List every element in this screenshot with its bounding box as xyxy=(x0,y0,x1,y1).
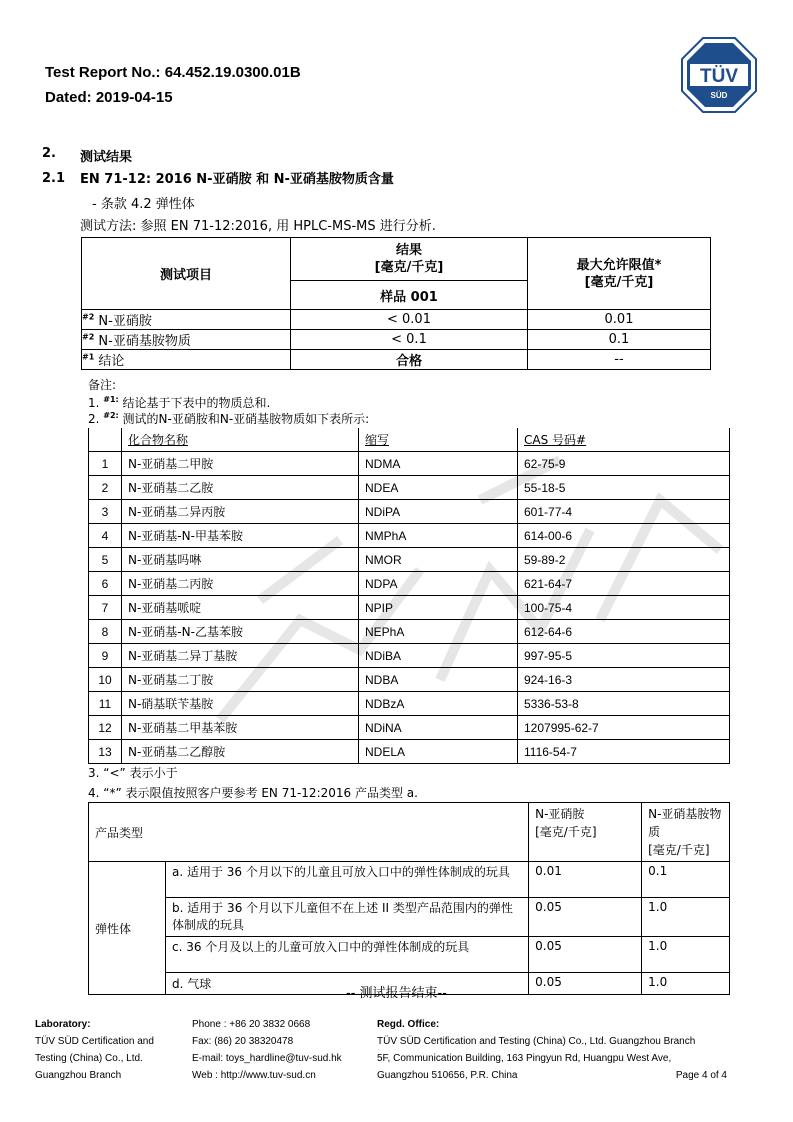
col-n2 xyxy=(642,803,730,862)
compound-cas: 614-00-6 xyxy=(518,524,730,548)
col-test-item: 测试项目 xyxy=(82,238,291,310)
compound-cas: 612-64-6 xyxy=(518,620,730,644)
row-mark: #2 xyxy=(82,312,95,322)
col-result xyxy=(291,238,528,281)
table-row xyxy=(89,620,730,644)
clause-line: - 条款 4.2 弹性体 xyxy=(92,197,195,212)
compound-abbr: NDBA xyxy=(359,668,518,692)
report-number: Test Report No.: 64.452.19.0300.01B xyxy=(45,64,301,81)
compound-cas: 100-75-4 xyxy=(518,596,730,620)
row-limit: -- xyxy=(528,350,711,370)
table-row xyxy=(89,596,730,620)
table-row xyxy=(89,572,730,596)
product-desc: c. 36 个月及以上的儿童可放入口中的弹性体制成的玩具 xyxy=(166,937,529,973)
header-compound xyxy=(122,428,359,452)
col-result-label: 结果 xyxy=(395,243,422,258)
method-line: 测试方法: 参照 EN 71-12:2016, 用 HPLC-MS-MS 进行分析. xyxy=(80,219,436,234)
note-3: 3. “<” 表示小于 xyxy=(88,766,178,780)
compound-cas: 621-64-7 xyxy=(518,572,730,596)
product-value-n1: 0.05 xyxy=(529,973,642,995)
lab-title: Laboratory: xyxy=(35,1019,91,1030)
section-21-title: EN 71-12: 2016 N-亚硝胺 和 N-亚硝基胺物质含量 xyxy=(80,172,394,187)
end-of-report: -- 测试报告结束-- xyxy=(346,986,447,1001)
table-row xyxy=(89,668,730,692)
lab-line-3: Guangzhou Branch xyxy=(35,1070,122,1081)
product-value-n2: 1.0 xyxy=(642,898,730,937)
row-mark: #2 xyxy=(82,332,95,342)
footer-contact xyxy=(192,1016,342,1084)
compound-abbr: NEPhA xyxy=(359,620,518,644)
row-index: 8 xyxy=(89,620,122,644)
col-n2-unit: [毫克/千克] xyxy=(648,843,710,857)
table-row xyxy=(82,350,711,370)
footer-office xyxy=(377,1016,727,1084)
row-index: 11 xyxy=(89,692,122,716)
compound-name: N-亚硝基哌啶 xyxy=(122,596,359,620)
compound-name: N-亚硝基二丁胺 xyxy=(122,668,359,692)
compound-name: N-亚硝基二异丁基胺 xyxy=(122,644,359,668)
col-n1-label: N-亚硝胺 xyxy=(535,807,585,821)
compound-cas: 924-16-3 xyxy=(518,668,730,692)
section-21-number: 2.1 xyxy=(42,171,66,186)
compound-abbr: NDPA xyxy=(359,572,518,596)
note-2-text: 测试的N-亚硝胺和N-亚硝基胺物质如下表所示: xyxy=(118,412,370,426)
row-mark: #1 xyxy=(82,352,95,362)
compound-cas: 1116-54-7 xyxy=(518,740,730,764)
col-n2-label: N-亚硝基胺物质 xyxy=(648,807,722,839)
office-line-1: TÜV SÜD Certification and Testing (China) Co., Ltd. Guangzhou Branch xyxy=(377,1036,696,1047)
fax: Fax: (86) 20 38320478 xyxy=(192,1036,294,1047)
compound-abbr: NDEA xyxy=(359,476,518,500)
compound-abbr: NMPhA xyxy=(359,524,518,548)
row-index: 4 xyxy=(89,524,122,548)
note-2 xyxy=(88,410,369,427)
table-row xyxy=(89,476,730,500)
logo-text-tuv: TÜV xyxy=(700,66,738,87)
compound-name: N-亚硝基二甲基苯胺 xyxy=(122,716,359,740)
row-index: 10 xyxy=(89,668,122,692)
note-2-prefix: 2. xyxy=(88,412,104,426)
col-limit-label: 最大允许限值* xyxy=(576,257,662,273)
header-cas-label: CAS 号码# xyxy=(524,433,587,447)
row-result: 合格 xyxy=(291,350,528,370)
compound-name: N-亚硝基-N-乙基苯胺 xyxy=(122,620,359,644)
compound-cas: 59-89-2 xyxy=(518,548,730,572)
header-cas xyxy=(518,428,730,452)
row-item xyxy=(82,330,291,350)
compound-name: N-亚硝基二乙醇胺 xyxy=(122,740,359,764)
product-value-n2: 1.0 xyxy=(642,973,730,995)
row-index: 1 xyxy=(89,452,122,476)
col-limit-unit: [毫克/千克] xyxy=(584,274,654,290)
product-value-n2: 1.0 xyxy=(642,937,730,973)
compound-abbr: NDMA xyxy=(359,452,518,476)
row-index: 3 xyxy=(89,500,122,524)
table-row xyxy=(82,330,711,350)
row-limit: 0.01 xyxy=(528,310,711,330)
col-n1-unit: [毫克/千克] xyxy=(535,825,597,839)
table-row xyxy=(89,898,730,937)
table-row xyxy=(89,452,730,476)
row-index: 13 xyxy=(89,740,122,764)
row-item-label: N-亚硝胺 xyxy=(98,314,152,329)
row-index: 6 xyxy=(89,572,122,596)
col-sample: 样品 001 xyxy=(291,281,528,310)
note-4: 4. “*” 表示限值按照客户要参考 EN 71-12:2016 产品类型 a. xyxy=(88,786,418,800)
compound-cas: 1207995-62-7 xyxy=(518,716,730,740)
office-line-3-row xyxy=(377,1067,727,1084)
note-1-mark: #1: xyxy=(103,395,119,404)
group-elastomer: 弹性体 xyxy=(89,862,166,995)
row-index: 12 xyxy=(89,716,122,740)
tuv-sud-logo xyxy=(680,36,758,114)
col-n1 xyxy=(529,803,642,862)
header-index xyxy=(89,428,122,452)
office-line-3: Guangzhou 510656, P.R. China xyxy=(377,1070,518,1081)
compound-cas: 62-75-9 xyxy=(518,452,730,476)
compound-name: N-亚硝基-N-甲基苯胺 xyxy=(122,524,359,548)
row-index: 2 xyxy=(89,476,122,500)
table-row xyxy=(89,937,730,973)
row-result: < 0.01 xyxy=(291,310,528,330)
compound-table xyxy=(88,428,730,764)
table-row xyxy=(89,548,730,572)
logo-text-sud: SÜD xyxy=(710,91,728,100)
product-desc: d. 气球 xyxy=(166,973,529,995)
compound-name: N-硝基联苄基胺 xyxy=(122,692,359,716)
note-1-text: 结论基于下表中的物质总和. xyxy=(118,396,271,410)
table-row xyxy=(89,644,730,668)
compound-abbr: NDiPA xyxy=(359,500,518,524)
phone: Phone : +86 20 3832 0668 xyxy=(192,1019,311,1030)
compound-abbr: NDBzA xyxy=(359,692,518,716)
compound-abbr: NDiBA xyxy=(359,644,518,668)
results-table xyxy=(81,237,711,370)
compound-name: N-亚硝基吗啉 xyxy=(122,548,359,572)
table-row xyxy=(89,500,730,524)
table-row xyxy=(89,740,730,764)
row-result: < 0.1 xyxy=(291,330,528,350)
footer-laboratory xyxy=(35,1016,154,1084)
compound-cas: 55-18-5 xyxy=(518,476,730,500)
compound-name: N-亚硝基二丙胺 xyxy=(122,572,359,596)
compound-cas: 601-77-4 xyxy=(518,500,730,524)
col-product-type: 产品类型 xyxy=(89,803,529,862)
row-limit: 0.1 xyxy=(528,330,711,350)
office-title: Regd. Office: xyxy=(377,1019,440,1030)
office-line-2: 5F, Communication Building, 163 Pingyun Rd, Huangpu West Ave, xyxy=(377,1053,672,1064)
compound-abbr: NDELA xyxy=(359,740,518,764)
compound-abbr: NPIP xyxy=(359,596,518,620)
header-compound-label: 化合物名称 xyxy=(128,433,189,447)
product-header-row xyxy=(89,803,730,862)
report-date: Dated: 2019-04-15 xyxy=(45,89,173,106)
note-2-mark: #2: xyxy=(103,411,119,420)
row-item xyxy=(82,310,291,330)
compound-name: N-亚硝基二乙胺 xyxy=(122,476,359,500)
email-link[interactable]: E-mail: toys_hardline@tuv-sud.hk xyxy=(192,1053,342,1064)
product-desc: a. 适用于 36 个月以下的儿童且可放入口中的弹性体制成的玩具 xyxy=(166,862,529,898)
row-item-label: N-亚硝基胺物质 xyxy=(98,334,191,349)
row-item-label: 结论 xyxy=(98,354,125,369)
product-type-table xyxy=(88,802,730,995)
note-1-prefix: 1. xyxy=(88,396,104,410)
header-abbr-label: 缩写 xyxy=(365,433,390,447)
product-value-n1: 0.01 xyxy=(529,862,642,898)
notes-title: 备注: xyxy=(88,378,117,392)
lab-line-2: Testing (China) Co., Ltd. xyxy=(35,1053,143,1064)
table-row xyxy=(89,716,730,740)
product-value-n2: 0.1 xyxy=(642,862,730,898)
table-row xyxy=(89,524,730,548)
compound-name: N-亚硝基二异丙胺 xyxy=(122,500,359,524)
row-index: 7 xyxy=(89,596,122,620)
compound-name: N-亚硝基二甲胺 xyxy=(122,452,359,476)
compound-abbr: NMOR xyxy=(359,548,518,572)
compound-cas: 997-95-5 xyxy=(518,644,730,668)
col-result-unit: [毫克/千克] xyxy=(374,260,444,275)
page-number: Page 4 of 4 xyxy=(675,1070,727,1081)
header-abbr xyxy=(359,428,518,452)
compound-cas: 5336-53-8 xyxy=(518,692,730,716)
table-row xyxy=(89,692,730,716)
note-1 xyxy=(88,394,270,411)
row-index: 9 xyxy=(89,644,122,668)
table-row xyxy=(82,310,711,330)
product-desc: b. 适用于 36 个月以下儿童但不在上述 II 类型产品范围内的弹性体制成的玩具 xyxy=(166,898,529,937)
table-row xyxy=(89,862,730,898)
web-link[interactable]: Web : http://www.tuv-sud.cn xyxy=(192,1070,316,1081)
product-value-n1: 0.05 xyxy=(529,898,642,937)
col-limit xyxy=(528,238,711,310)
section-2-number: 2. xyxy=(42,146,56,161)
lab-line-1: TÜV SÜD Certification and xyxy=(35,1036,154,1047)
row-index: 5 xyxy=(89,548,122,572)
product-value-n1: 0.05 xyxy=(529,937,642,973)
section-2-title: 测试结果 xyxy=(80,150,133,165)
row-item xyxy=(82,350,291,370)
compound-abbr: NDiNA xyxy=(359,716,518,740)
compound-header-row xyxy=(89,428,730,452)
